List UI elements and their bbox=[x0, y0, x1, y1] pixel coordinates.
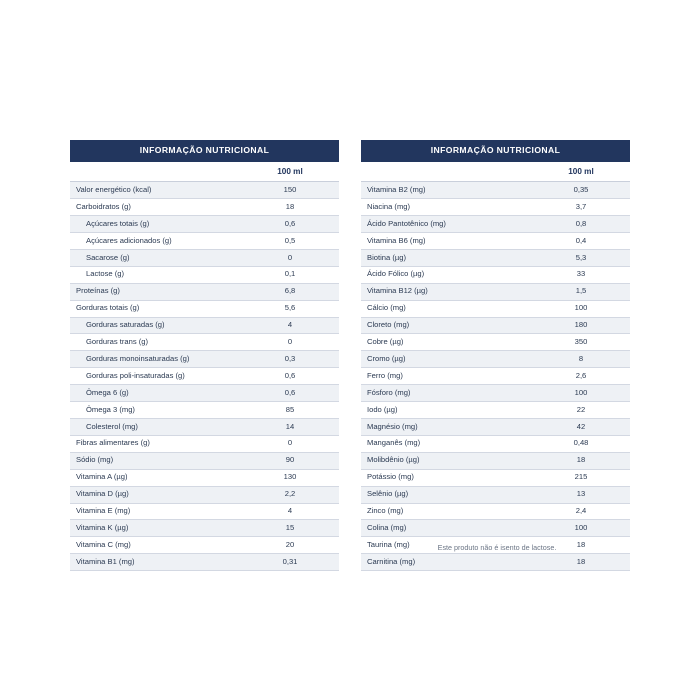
table-row bbox=[361, 283, 630, 300]
nutrient-name: Carnitina (mg) bbox=[361, 554, 532, 571]
table-row bbox=[70, 249, 339, 266]
nutrition-table-left bbox=[70, 140, 339, 571]
nutrient-name: Molibdênio (µg) bbox=[361, 452, 532, 469]
nutrient-name: Fósforo (mg) bbox=[361, 385, 532, 402]
table-title: INFORMAÇÃO NUTRICIONAL bbox=[361, 140, 630, 162]
table-row bbox=[361, 216, 630, 233]
nutrient-name: Vitamina B6 (mg) bbox=[361, 233, 532, 250]
nutrient-value: 0 bbox=[241, 435, 339, 452]
nutrient-name: Vitamina D (µg) bbox=[70, 486, 241, 503]
table-row bbox=[70, 469, 339, 486]
table-row bbox=[70, 368, 339, 385]
table-row bbox=[70, 216, 339, 233]
nutrient-value: 85 bbox=[241, 402, 339, 419]
nutrient-value: 0,6 bbox=[241, 368, 339, 385]
table-row bbox=[361, 469, 630, 486]
nutrient-name: Zinco (mg) bbox=[361, 503, 532, 520]
column-header-value: 100 ml bbox=[241, 162, 339, 182]
nutrient-value: 13 bbox=[532, 486, 630, 503]
nutrient-name: Valor energético (kcal) bbox=[70, 182, 241, 199]
table-row bbox=[361, 554, 630, 571]
table-row bbox=[70, 300, 339, 317]
nutrient-value: 18 bbox=[532, 452, 630, 469]
nutrient-value: 4 bbox=[241, 317, 339, 334]
nutrient-value: 180 bbox=[532, 317, 630, 334]
nutrient-value: 0 bbox=[241, 334, 339, 351]
nutrient-value: 0,48 bbox=[532, 435, 630, 452]
nutrient-name: Gorduras saturadas (g) bbox=[70, 317, 241, 334]
nutrient-value: 0,8 bbox=[532, 216, 630, 233]
nutrition-table-right-body bbox=[361, 140, 630, 571]
nutrient-name: Taurina (mg) bbox=[361, 537, 532, 554]
nutrient-value: 3,7 bbox=[532, 199, 630, 216]
nutrition-tables-container bbox=[70, 140, 630, 571]
nutrient-name: Potássio (mg) bbox=[361, 469, 532, 486]
table-row bbox=[70, 418, 339, 435]
nutrient-name: Açúcares totais (g) bbox=[70, 216, 241, 233]
table-row bbox=[361, 402, 630, 419]
nutrient-name: Cálcio (mg) bbox=[361, 300, 532, 317]
nutrient-value: 0,4 bbox=[532, 233, 630, 250]
table-row bbox=[70, 317, 339, 334]
nutrient-name: Gorduras poli-insaturadas (g) bbox=[70, 368, 241, 385]
table-row bbox=[70, 520, 339, 537]
nutrient-name: Gorduras monoinsaturadas (g) bbox=[70, 351, 241, 368]
nutrient-value: 90 bbox=[241, 452, 339, 469]
nutrient-name: Vitamina B2 (mg) bbox=[361, 182, 532, 199]
table-row bbox=[361, 520, 630, 537]
nutrient-name: Cobre (µg) bbox=[361, 334, 532, 351]
table-row bbox=[70, 199, 339, 216]
nutrient-value: 22 bbox=[532, 402, 630, 419]
nutrient-name: Colina (mg) bbox=[361, 520, 532, 537]
nutrient-value: 4 bbox=[241, 503, 339, 520]
nutrient-value: 18 bbox=[532, 554, 630, 571]
table-row bbox=[361, 452, 630, 469]
nutrient-name: Lactose (g) bbox=[70, 266, 241, 283]
nutrient-value: 2,4 bbox=[532, 503, 630, 520]
nutrient-value: 18 bbox=[532, 537, 630, 554]
nutrient-name: Vitamina B1 (mg) bbox=[70, 554, 241, 571]
nutrient-value: 100 bbox=[532, 385, 630, 402]
nutrient-name: Vitamina B12 (µg) bbox=[361, 283, 532, 300]
nutrient-name: Sódio (mg) bbox=[70, 452, 241, 469]
nutrient-value: 100 bbox=[532, 300, 630, 317]
table-row bbox=[361, 503, 630, 520]
table-row bbox=[361, 300, 630, 317]
nutrient-name: Vitamina E (mg) bbox=[70, 503, 241, 520]
table-row bbox=[361, 233, 630, 250]
table-row bbox=[361, 317, 630, 334]
nutrient-name: Ácido Pantotênico (mg) bbox=[361, 216, 532, 233]
table-row bbox=[70, 182, 339, 199]
nutrient-name: Biotina (µg) bbox=[361, 249, 532, 266]
nutrient-name: Ácido Fólico (µg) bbox=[361, 266, 532, 283]
table-row bbox=[361, 182, 630, 199]
table-row bbox=[70, 351, 339, 368]
table-row bbox=[361, 351, 630, 368]
nutrient-name: Ômega 6 (g) bbox=[70, 385, 241, 402]
table-column-header-row bbox=[361, 162, 630, 182]
nutrient-name: Gorduras trans (g) bbox=[70, 334, 241, 351]
nutrition-table-right bbox=[361, 140, 630, 571]
nutrient-name: Iodo (µg) bbox=[361, 402, 532, 419]
nutrient-name: Vitamina C (mg) bbox=[70, 537, 241, 554]
nutrient-value: 6,8 bbox=[241, 283, 339, 300]
nutrient-name: Cromo (µg) bbox=[361, 351, 532, 368]
lactose-footnote: Este produto não é isento de lactose. bbox=[437, 543, 557, 552]
nutrient-name: Sacarose (g) bbox=[70, 249, 241, 266]
nutrient-value: 5,6 bbox=[241, 300, 339, 317]
table-row bbox=[361, 249, 630, 266]
table-row bbox=[70, 435, 339, 452]
table-row bbox=[70, 554, 339, 571]
nutrient-value: 18 bbox=[241, 199, 339, 216]
nutrient-value: 42 bbox=[532, 418, 630, 435]
nutrient-name: Gorduras totais (g) bbox=[70, 300, 241, 317]
nutrient-value: 2,6 bbox=[532, 368, 630, 385]
table-row bbox=[361, 334, 630, 351]
nutrient-name: Carboidratos (g) bbox=[70, 199, 241, 216]
nutrient-value: 1,5 bbox=[532, 283, 630, 300]
table-row bbox=[70, 402, 339, 419]
table-row bbox=[70, 503, 339, 520]
nutrient-name: Ferro (mg) bbox=[361, 368, 532, 385]
nutrient-value: 15 bbox=[241, 520, 339, 537]
table-row bbox=[70, 452, 339, 469]
column-header-name bbox=[361, 162, 532, 182]
nutrient-value: 20 bbox=[241, 537, 339, 554]
nutrient-value: 0,6 bbox=[241, 385, 339, 402]
nutrient-value: 33 bbox=[532, 266, 630, 283]
nutrient-value: 100 bbox=[532, 520, 630, 537]
table-row bbox=[361, 435, 630, 452]
nutrient-value: 150 bbox=[241, 182, 339, 199]
nutrient-name: Vitamina K (µg) bbox=[70, 520, 241, 537]
table-row bbox=[361, 385, 630, 402]
nutrient-value: 130 bbox=[241, 469, 339, 486]
nutrient-value: 0 bbox=[241, 249, 339, 266]
table-row bbox=[361, 199, 630, 216]
nutrient-name: Cloreto (mg) bbox=[361, 317, 532, 334]
table-row bbox=[70, 486, 339, 503]
nutrient-value: 0,35 bbox=[532, 182, 630, 199]
nutrient-name: Colesterol (mg) bbox=[70, 418, 241, 435]
nutrient-name: Vitamina A (µg) bbox=[70, 469, 241, 486]
nutrient-value: 350 bbox=[532, 334, 630, 351]
nutrient-value: 215 bbox=[532, 469, 630, 486]
nutrient-value: 0,1 bbox=[241, 266, 339, 283]
nutrient-value: 14 bbox=[241, 418, 339, 435]
column-header-value: 100 ml bbox=[532, 162, 630, 182]
nutrient-value: 0,3 bbox=[241, 351, 339, 368]
nutrient-name: Proteínas (g) bbox=[70, 283, 241, 300]
table-row bbox=[361, 266, 630, 283]
table-column-header-row bbox=[70, 162, 339, 182]
nutrition-table-left-body bbox=[70, 140, 339, 571]
nutrient-name: Ômega 3 (mg) bbox=[70, 402, 241, 419]
nutrient-name: Magnésio (mg) bbox=[361, 418, 532, 435]
nutrient-name: Manganês (mg) bbox=[361, 435, 532, 452]
table-row bbox=[70, 334, 339, 351]
table-row bbox=[361, 368, 630, 385]
nutrient-value: 2,2 bbox=[241, 486, 339, 503]
nutrient-value: 0,31 bbox=[241, 554, 339, 571]
table-row bbox=[70, 537, 339, 554]
table-row bbox=[361, 418, 630, 435]
nutrient-name: Açúcares adicionados (g) bbox=[70, 233, 241, 250]
table-row bbox=[70, 283, 339, 300]
nutrient-value: 0,5 bbox=[241, 233, 339, 250]
table-title: INFORMAÇÃO NUTRICIONAL bbox=[70, 140, 339, 162]
nutrient-name: Selênio (µg) bbox=[361, 486, 532, 503]
nutrient-value: 8 bbox=[532, 351, 630, 368]
table-row bbox=[70, 233, 339, 250]
nutrient-value: 5,3 bbox=[532, 249, 630, 266]
column-header-name bbox=[70, 162, 241, 182]
table-title-row bbox=[361, 140, 630, 162]
table-row bbox=[70, 385, 339, 402]
table-row bbox=[70, 266, 339, 283]
nutrient-value: 0,6 bbox=[241, 216, 339, 233]
table-title-row bbox=[70, 140, 339, 162]
nutrient-name: Fibras alimentares (g) bbox=[70, 435, 241, 452]
table-row bbox=[361, 486, 630, 503]
nutrient-name: Niacina (mg) bbox=[361, 199, 532, 216]
